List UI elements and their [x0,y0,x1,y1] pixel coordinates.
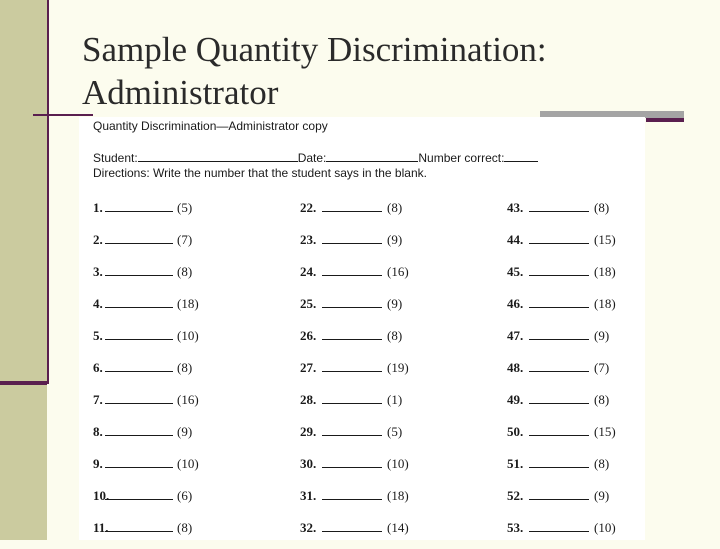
worksheet-item [507,389,687,421]
answer-blank [105,211,173,212]
answer-column-1 [93,197,273,549]
item-number: 52. [507,488,524,503]
correct-answer: (16) [177,392,199,407]
item-number: 25. [300,296,317,311]
correct-answer: (6) [177,488,193,503]
answer-blank [529,339,589,340]
worksheet-item [93,261,273,293]
worksheet-item [300,485,480,517]
answer-blank [529,307,589,308]
worksheet-item [93,357,273,389]
item-number: 45. [507,264,524,279]
worksheet-item [93,421,273,453]
correct-answer: (15) [594,424,616,439]
worksheet-item [507,357,687,389]
item-number: 22. [300,200,317,215]
correct-answer: (8) [387,328,403,343]
item-number: 10. [93,488,110,503]
worksheet-item [93,229,273,261]
answer-blank [322,403,382,404]
student-label: Student: [93,151,138,165]
worksheet-meta-row [93,150,633,165]
vertical-rule [47,0,49,384]
worksheet-item [300,325,480,357]
answer-column-3 [507,197,687,549]
item-number: 8. [93,424,103,439]
item-number: 4. [93,296,103,311]
answer-blank [529,211,589,212]
answer-blank [529,371,589,372]
item-number: 49. [507,392,524,407]
correct-answer: (15) [594,232,616,247]
worksheet-item [300,197,480,229]
correct-answer: (18) [177,296,199,311]
item-number: 44. [507,232,524,247]
correct-answer: (5) [387,424,403,439]
worksheet-item [300,389,480,421]
worksheet-item [507,229,687,261]
item-number: 50. [507,424,524,439]
answer-column-2 [300,197,480,549]
worksheet-item [507,325,687,357]
correct-answer: (10) [177,328,199,343]
date-label: Date: [297,151,327,165]
worksheet-item [93,325,273,357]
slide-title [82,28,547,114]
correct-answer: (9) [177,424,193,439]
correct-answer: (9) [387,296,403,311]
answer-blank [105,307,173,308]
worksheet-item [300,293,480,325]
answer-blank [529,435,589,436]
item-number: 24. [300,264,317,279]
date-blank [326,150,418,162]
worksheet-item [300,421,480,453]
worksheet-item [300,357,480,389]
item-number: 29. [300,424,317,439]
correct-answer: (14) [387,520,409,535]
item-number: 47. [507,328,524,343]
item-number: 31. [300,488,317,503]
left-horizontal-rule [0,381,47,385]
correct-answer: (1) [387,392,403,407]
answer-blank [322,275,382,276]
worksheet-heading: Quantity Discrimination—Administrator copy [93,119,328,133]
worksheet-item [93,517,273,549]
item-number: 28. [300,392,317,407]
correct-answer: (9) [594,488,610,503]
answer-blank [105,339,173,340]
item-number: 30. [300,456,317,471]
correct-answer: (7) [177,232,193,247]
answer-blank [322,307,382,308]
correct-answer: (18) [594,264,616,279]
answer-blank [322,339,382,340]
item-number: 43. [507,200,524,215]
item-number: 7. [93,392,103,407]
correct-answer: (16) [387,264,409,279]
worksheet-item [93,293,273,325]
correct-answer: (8) [177,264,193,279]
slide-title-line-2: Administrator [82,73,279,112]
correct-answer: (18) [594,296,616,311]
item-number: 11. [93,520,109,535]
item-number: 5. [93,328,103,343]
worksheet-item [507,197,687,229]
item-number: 32. [300,520,317,535]
answer-blank [105,467,173,468]
worksheet-item [507,261,687,293]
answer-blank [105,403,173,404]
item-number: 48. [507,360,524,375]
number-correct-label: Number correct: [418,151,505,165]
correct-answer: (10) [177,456,199,471]
worksheet-item [507,421,687,453]
answer-blank [105,275,173,276]
answer-blank [105,243,173,244]
correct-answer: (19) [387,360,409,375]
item-number: 27. [300,360,317,375]
worksheet-item [507,453,687,485]
correct-answer: (9) [594,328,610,343]
worksheet-item [300,453,480,485]
correct-answer: (7) [594,360,610,375]
correct-answer: (8) [594,456,610,471]
title-underline-rule [33,114,93,116]
answer-blank [105,435,173,436]
answer-blank [529,403,589,404]
slide-title-line-1: Sample Quantity Discrimination: [82,30,547,69]
item-number: 46. [507,296,524,311]
correct-answer: (8) [594,200,610,215]
item-number: 1. [93,200,103,215]
answer-blank [529,275,589,276]
item-number: 23. [300,232,317,247]
correct-answer: (10) [387,456,409,471]
worksheet-item [93,453,273,485]
correct-answer: (8) [594,392,610,407]
answer-blank [322,243,382,244]
worksheet-item [93,197,273,229]
correct-answer: (5) [177,200,193,215]
correct-answer: (9) [387,232,403,247]
worksheet-item [300,261,480,293]
left-accent-bar [0,0,47,540]
answer-blank [529,499,589,500]
answer-blank [105,531,173,532]
worksheet-item [93,485,273,517]
item-number: 51. [507,456,524,471]
answer-blank [322,467,382,468]
answer-blank [105,499,173,500]
number-correct-blank [504,150,538,162]
answer-blank [322,531,382,532]
answer-blank [322,499,382,500]
worksheet-directions: Directions: Write the number that the student says in the blank. [93,166,427,180]
answer-blank [529,243,589,244]
student-blank [138,150,298,162]
item-number: 53. [507,520,524,535]
answer-blank [529,467,589,468]
answer-blank [529,531,589,532]
worksheet-item [507,293,687,325]
correct-answer: (18) [387,488,409,503]
purple-accent-rule [646,118,684,122]
worksheet-item [507,485,687,517]
answer-blank [322,211,382,212]
correct-answer: (10) [594,520,616,535]
answer-blank [105,371,173,372]
item-number: 9. [93,456,103,471]
worksheet-image [79,117,645,540]
item-number: 6. [93,360,103,375]
worksheet-item [300,517,480,549]
correct-answer: (8) [177,520,193,535]
answer-blank [322,435,382,436]
worksheet-item [93,389,273,421]
item-number: 26. [300,328,317,343]
worksheet-item [300,229,480,261]
item-number: 2. [93,232,103,247]
worksheet-item [507,517,687,549]
correct-answer: (8) [387,200,403,215]
correct-answer: (8) [177,360,193,375]
answer-blank [322,371,382,372]
item-number: 3. [93,264,103,279]
